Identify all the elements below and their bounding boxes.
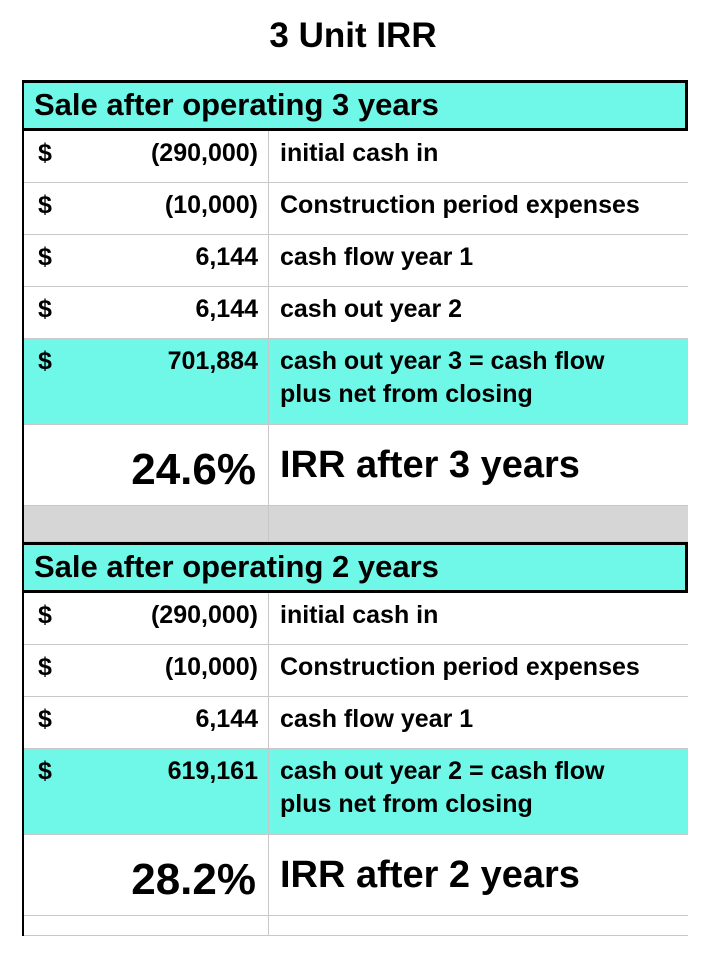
currency-symbol: $ bbox=[38, 653, 52, 681]
irr-row-2-years[interactable] bbox=[24, 835, 688, 916]
section-header-3-years[interactable]: Sale after operating 3 years bbox=[22, 80, 688, 131]
table-row[interactable] bbox=[24, 131, 688, 183]
amount-cell[interactable]: 619,161 bbox=[167, 757, 258, 785]
amount-cell[interactable]: 6,144 bbox=[195, 243, 258, 271]
label-cell[interactable]: initial cash in bbox=[280, 139, 439, 167]
empty-row[interactable] bbox=[24, 916, 688, 936]
currency-symbol: $ bbox=[38, 347, 52, 375]
label-cell-line1[interactable]: cash out year 2 = cash flow bbox=[280, 757, 605, 785]
table-row-highlight[interactable] bbox=[24, 339, 688, 425]
currency-symbol: $ bbox=[38, 139, 52, 167]
table-row[interactable] bbox=[24, 645, 688, 697]
spacer-row[interactable] bbox=[24, 506, 688, 542]
currency-symbol: $ bbox=[38, 757, 52, 785]
amount-cell[interactable]: (290,000) bbox=[150, 139, 258, 167]
irr-value[interactable]: 28.2% bbox=[131, 855, 256, 904]
label-cell-line1[interactable]: cash out year 3 = cash flow bbox=[280, 347, 605, 375]
amount-cell[interactable]: (290,000) bbox=[150, 601, 258, 629]
irr-value[interactable]: 24.6% bbox=[131, 445, 256, 494]
label-cell[interactable]: initial cash in bbox=[280, 601, 439, 629]
amount-cell[interactable]: (10,000) bbox=[164, 191, 258, 219]
label-cell-line2: plus net from closing bbox=[280, 790, 533, 818]
label-cell[interactable]: cash out year 2 bbox=[280, 295, 463, 323]
currency-symbol: $ bbox=[38, 601, 52, 629]
table-row[interactable] bbox=[24, 183, 688, 235]
irr-label[interactable]: IRR after 3 years bbox=[280, 444, 580, 486]
irr-row-3-years[interactable] bbox=[24, 425, 688, 506]
table-row[interactable] bbox=[24, 593, 688, 645]
label-cell-line2: plus net from closing bbox=[280, 380, 533, 408]
amount-cell[interactable]: 6,144 bbox=[195, 705, 258, 733]
label-cell[interactable]: cash flow year 1 bbox=[280, 705, 474, 733]
table-row[interactable] bbox=[24, 697, 688, 749]
currency-symbol: $ bbox=[38, 705, 52, 733]
currency-symbol: $ bbox=[38, 191, 52, 219]
amount-cell[interactable]: 701,884 bbox=[167, 347, 258, 375]
table-row[interactable] bbox=[24, 287, 688, 339]
currency-symbol: $ bbox=[38, 243, 52, 271]
page-title: 3 Unit IRR bbox=[269, 16, 437, 55]
currency-symbol: $ bbox=[38, 295, 52, 323]
label-cell[interactable]: Construction period expenses bbox=[280, 191, 640, 219]
amount-cell[interactable]: (10,000) bbox=[164, 653, 258, 681]
irr-label[interactable]: IRR after 2 years bbox=[280, 854, 580, 896]
amount-cell[interactable]: 6,144 bbox=[195, 295, 258, 323]
section-header-2-years[interactable]: Sale after operating 2 years bbox=[22, 542, 688, 593]
label-cell[interactable]: Construction period expenses bbox=[280, 653, 640, 681]
table-row-highlight[interactable] bbox=[24, 749, 688, 835]
label-cell[interactable]: cash flow year 1 bbox=[280, 243, 474, 271]
spreadsheet bbox=[22, 80, 688, 936]
table-row[interactable] bbox=[24, 235, 688, 287]
